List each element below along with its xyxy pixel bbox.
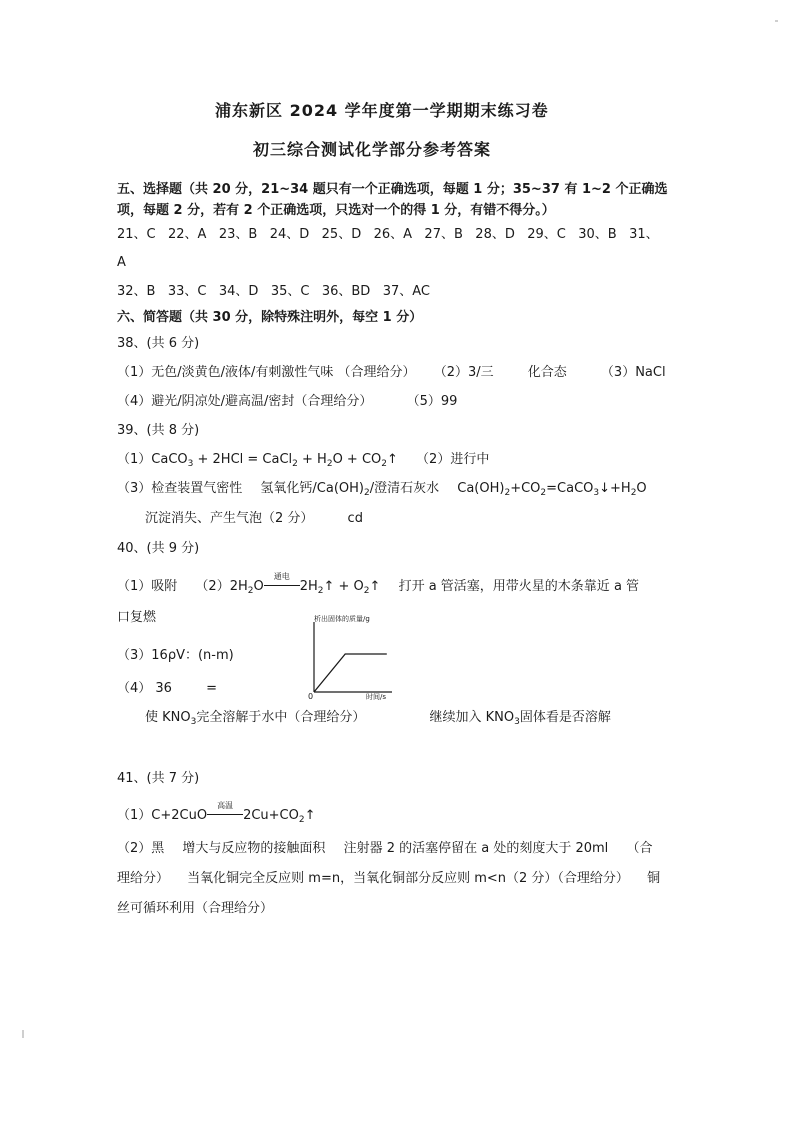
q41-answer-2f: 当氧化铜完全反应则 m=n，当氧化铜部分反应则 m<n（2 分）（合理给分） [187,871,629,886]
electrolysis-condition: 通电 [264,578,300,592]
q39-equation-1: （1）CaCO$_3$ + 2HCl = CaCl$_2$ + $H_2O$ + $CO_2↑$ [117,452,398,469]
q40-line4 [117,680,217,698]
q41-answer-2g: 铜 [647,871,661,886]
q39-answer-3d: cd [347,511,363,526]
q38-line1 [117,364,666,382]
q38-answer-4: （4）避光/阴凉处/避高温/密封（合理给分） [117,394,373,409]
chart-series-line [314,654,387,692]
chart-y-label: 析出固体的质量/g [314,615,370,623]
q41-line4: 丝可循环利用（合理给分） [117,901,274,916]
q39-line2 [117,480,647,498]
q41-answer-2d: （合 [626,841,653,856]
q38-answer-2: （2）3/三 [433,365,494,380]
q41-answer-2b: 增大与反应物的接触面积 [182,841,326,856]
scan-mark-top [775,20,778,22]
q39-line3 [145,510,363,528]
q38-answer-2b: 化合态 [527,365,567,380]
q41-equation-1: （1）C+2CuO 高温 $2Cu+CO_2↑$ [117,801,316,825]
q39-equation-3: $Ca(OH)_2+CO_2=CaCO_3↓+H_2O$ [457,481,647,498]
q40-answer-4b: = [206,681,217,696]
q40-line2: 口复燃 [117,610,157,625]
heat-condition: 高温 [207,807,243,821]
q39-answer-3a: （3）检查装置气密性 [117,481,243,496]
q39-answer-3b: 氢氧化钙$/Ca(OH)_2/$澄清石灰水 [260,481,440,498]
q39-answer-2: （2）进行中 [416,452,490,467]
q41-label: 41、(共 7 分) [117,771,200,786]
q41-line3 [117,870,660,888]
q38-label: 38、(共 6 分) [117,336,200,351]
section5-answers-line1: 21、C 22、A 23、B 24、D 25、D 26、A 27、B 28、D 29、C 30、B 31、 [117,227,659,242]
q39-label: 39、(共 8 分) [117,423,200,438]
section5-heading-line2: 项，每题 2 分，若有 2 个正确选项，只选对一个的得 1 分，有错不得分。） [117,203,555,218]
q39-line1 [117,451,489,469]
chart-x-label: 时间/s [366,693,387,701]
scan-mark-left [22,1030,24,1038]
q40-answer-2b: 打开 a 管活塞，用带火星的木条靠近 a 管 [398,579,640,594]
q38-answer-5: （5）99 [406,394,458,409]
q38-line2 [117,393,457,411]
section6-heading: 六、简答题（共 30 分，除特殊注明外，每空 1 分） [117,310,423,325]
section5-heading-line1: 五、选择题（共 20 分，21~34 题只有一个正确选项，每题 1 分；35~37 有 1~2 个正确选 [117,182,668,197]
page-title: 浦东新区 2024 学年度第一学期期末练习卷 [215,101,549,120]
section5-answers-line2: 32、B 33、C 34、D 35、C 36、BD 37、AC [117,284,430,299]
q41-answer-2a: （2）黑 [117,841,165,856]
q40-equation-2: $(2)2H_2O$ 通电 $2H_2↑$ + $O_2↑$ [195,572,381,596]
q40-line5 [145,709,611,727]
q39-answer-3c: 沉淀消失、产生气泡（2 分） [145,511,314,526]
q40-answer-4a: （4） 36 [117,681,172,696]
q40-answer-1: （1）吸附 [117,579,178,594]
q40-answer-5b: 继续加入 $KNO_3$固体看是否溶解 [429,710,611,727]
chart-origin-label: 0 [308,692,314,701]
q41-answer-2e: 理给分） [117,871,170,886]
q41-answer-2c: 注射器 2 的活塞停留在 a 处的刻度大于 20ml [343,841,609,856]
q41-line2 [117,840,652,858]
q40-answer-5a: 使 $KNO_3$完全溶解于水中（合理给分） [145,710,366,727]
q40-line3: （3）16ρV：(n-m) [117,648,234,663]
page-subtitle: 初三综合测试化学部分参考答案 [253,140,492,159]
q40-line1 [117,572,640,596]
q38-answer-3: （3）NaCl [600,365,666,380]
q38-answer-1: （1）无色/淡黄色/液体/有刺激性气味 （合理给分） [117,365,416,380]
q40-label: 40、(共 9 分) [117,541,200,556]
q41-line1 [117,801,316,825]
precipitate-mass-chart [300,612,400,702]
section5-answers-line1-wrap: A [117,255,126,270]
